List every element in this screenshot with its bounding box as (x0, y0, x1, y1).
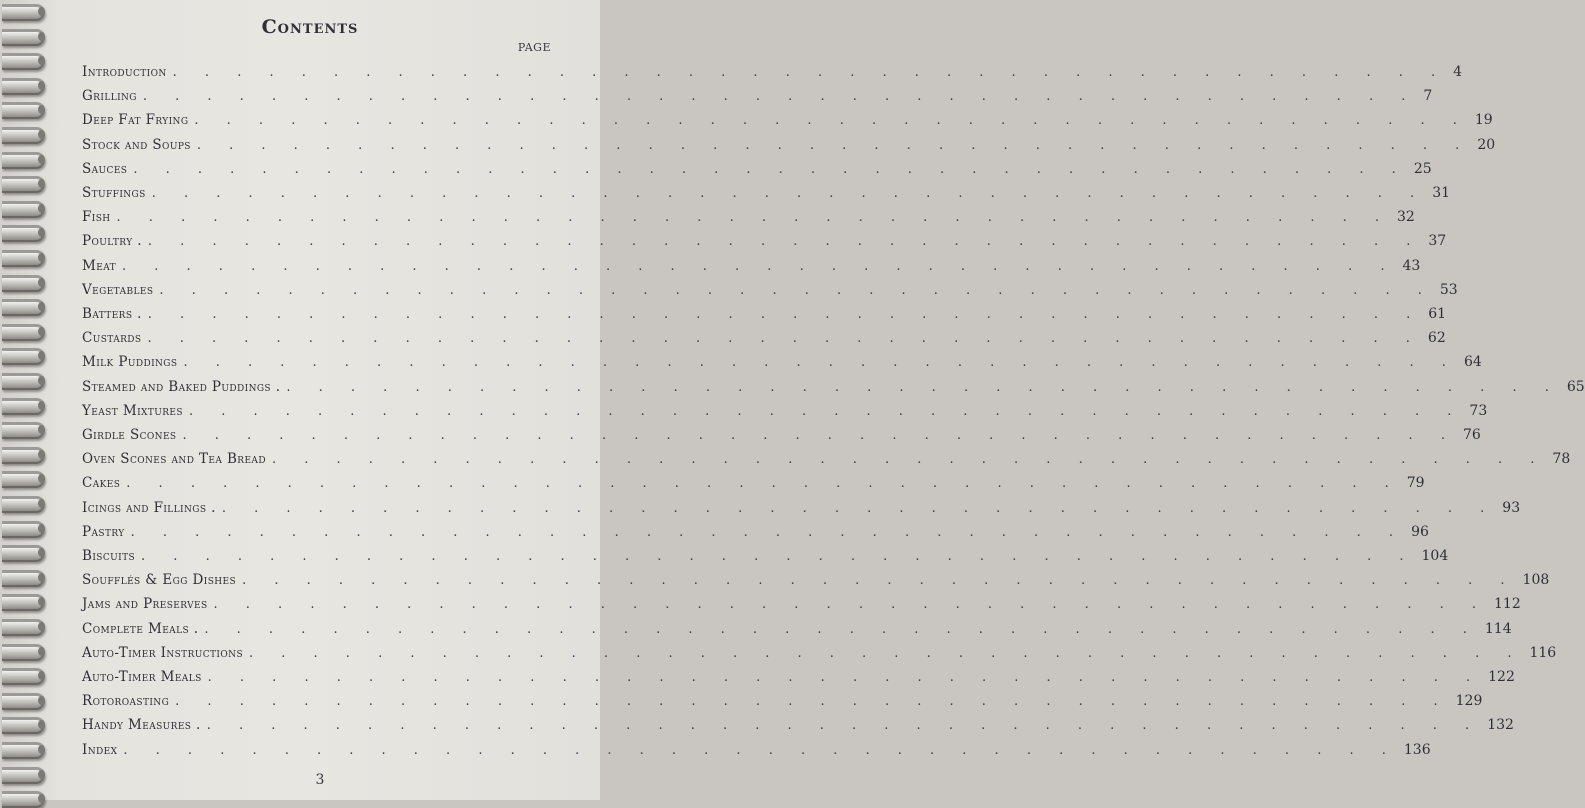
toc-entry-title: Deep Fat Frying (82, 112, 189, 129)
binding-hole (38, 622, 45, 631)
dot-leader: . . . . . . . . . . . . . . . . . . . . . . . . . . . . . . . . . . . . . . . . (221, 500, 1497, 516)
toc-entry (82, 131, 1496, 153)
toc-entry-title: Icings and Fillings . (82, 499, 216, 516)
toc-entry-page: 25 (1413, 160, 1432, 177)
toc-entry (82, 736, 1431, 758)
binding-hole (38, 130, 45, 139)
toc-entry-page: 136 (1403, 741, 1431, 758)
toc-entry-title: Oven Scones and Tea Bread (82, 451, 266, 468)
toc-entry-page: 37 (1428, 233, 1447, 250)
toc-entry-title: Batters . (82, 306, 142, 322)
dot-leader: . . . . . . . . . . . . . . . . . . . . . . . . . . . . . . . . . . . . . . . . (142, 89, 1418, 105)
toc-entry (82, 663, 1515, 685)
dot-leader: . . . . . . . . . . . . . . . . . . . . . . . . . . . . . . . . . . . . . . . . (271, 452, 1547, 468)
binding-hole (38, 647, 45, 656)
toc-entry-title: Handy Measures . (82, 717, 201, 734)
toc-entry-page: 122 (1488, 669, 1515, 685)
toc-entry-page: 76 (1462, 427, 1481, 443)
dot-leader: . . . . . . . . . . . . . . . . . . . . . . . . . . . . . . . . . . . . . . . . (182, 428, 1457, 443)
toc-entry-page: 53 (1439, 281, 1458, 298)
toc-entry (82, 106, 1493, 129)
toc-entry (82, 494, 1521, 516)
dot-leader: . . . . . . . . . . . . . . . . . . . . . . . . . . . . . . . . . . . . . . . . (207, 670, 1483, 685)
toc-entry-page: 32 (1397, 209, 1415, 226)
dot-leader: . . . . . . . . . . . . . . . . . . . . . . . . . . . . . . . . . . . . . . . . (286, 379, 1561, 395)
binding-hole (38, 204, 45, 213)
toc-entry-title: Introduction (82, 64, 167, 80)
toc-entry-page: 20 (1477, 136, 1496, 153)
dot-leader: . . . . . . . . . . . . . . . . . . . . . . . . . . . . . . . . . . . . . . . . (126, 476, 1401, 492)
dot-leader: . . . . . . . . . . . . . . . . . . . . . . . . . . . . . . . . . . . . . . . . (242, 573, 1517, 589)
dot-leader: . . . . . . . . . . . . . . . . . . . . . . . . . . . . . . . . . . . . . . . . (175, 694, 1450, 710)
dot-leader: . . . . . . . . . . . . . . . . . . . . . . . . . . . . . . . . . . . . . . . . (183, 355, 1458, 371)
toc-entry (82, 82, 1433, 105)
toc-entry-page: 96 (1411, 523, 1429, 540)
toc-entry (82, 324, 1446, 347)
dot-leader: . . . . . . . . . . . . . . . . . . . . . . . . . . . . . . . . . . . . . . . . (130, 524, 1406, 540)
dot-leader: . . . . . . . . . . . . . . . . . . . . . . . . . . . . . . . . . . . . . . . . (116, 210, 1392, 226)
toc-entry-title: Jams and Preserves (82, 596, 208, 613)
toc-entry-title: Cakes (82, 475, 121, 492)
toc-entry-page: 62 (1427, 330, 1446, 347)
toc-entry (82, 179, 1451, 201)
toc-entry-title: Milk Puddings (82, 354, 178, 371)
binding-hole (38, 696, 45, 705)
toc-entry-page: 112 (1494, 596, 1521, 613)
toc-entry-page: 64 (1463, 354, 1482, 371)
toc-entry (82, 276, 1458, 298)
dot-leader: . . . . . . . . . . . . . . . . . . . . . . . . . . . . . . . . . . . . . . . . (172, 65, 1448, 80)
toc-entry-page: 79 (1406, 475, 1425, 492)
toc-entry-page: 114 (1484, 620, 1512, 637)
toc-entry (82, 615, 1512, 637)
binding-hole (38, 155, 45, 164)
toc-entry-title: Biscuits (82, 548, 136, 564)
dot-leader: . . . . . . . . . . . . . . . . . . . . . . . . . . . . . . . . . . . . . . . . (141, 549, 1416, 564)
binding-hole (38, 770, 45, 779)
toc-entry-title: Auto-Timer Instructions (82, 644, 244, 661)
toc-entry (82, 542, 1449, 564)
toc-entry-title: Poultry . (82, 233, 142, 250)
toc-entry-title: Custards (82, 330, 142, 347)
binding-hole (38, 524, 45, 533)
toc-entry-page: 7 (1423, 88, 1433, 105)
toc-entry-page: 31 (1432, 185, 1451, 201)
dot-leader: . . . . . . . . . . . . . . . . . . . . . . . . . . . . . . . . . . . . . . . . (159, 282, 1434, 298)
toc-entry-page: 93 (1502, 499, 1521, 516)
toc-entry (82, 373, 1585, 395)
binding-hole (38, 253, 45, 262)
toc-entry-title: Grilling (82, 88, 137, 105)
toc-entry (82, 518, 1429, 540)
toc-entry-page: 129 (1455, 693, 1483, 710)
toc-entry-page: 65 (1566, 378, 1585, 395)
toc-entry-page: 78 (1552, 451, 1571, 468)
toc-entry-page: 108 (1522, 572, 1550, 589)
binding-hole (38, 401, 45, 410)
page-number: 3 (315, 772, 325, 788)
toc-entry (82, 421, 1481, 443)
toc-entry-title: Rotoroasting (82, 693, 170, 710)
toc-entry-title: Pastry (82, 523, 125, 540)
toc-entry-page: 116 (1529, 644, 1557, 661)
toc-entry (82, 397, 1488, 419)
toc-entry-title: Auto-Timer Meals (82, 669, 202, 685)
toc-entry-page: 43 (1402, 257, 1421, 274)
page-column-label: PAGE (517, 41, 551, 54)
binding-hole (38, 81, 45, 90)
toc-entry (82, 566, 1550, 589)
dot-leader: . . . . . . . . . . . . . . . . . . . . . . . . . . . . . . . . . . . . . . . . (151, 186, 1427, 201)
toc-entry-title: Stock and Soups (82, 136, 191, 153)
dot-leader: . . . . . . . . . . . . . . . . . . . . . . . . . . . . . . . . . . . . . . . . (147, 234, 1423, 250)
toc-entry-title: Yeast Mixtures (82, 402, 183, 419)
toc-entry-title: Index (82, 741, 118, 758)
binding-hole (38, 376, 45, 385)
dot-leader: . . . . . . . . . . . . . . . . . . . . . . . . . . . . . . . . . . . . . . . . (204, 621, 1479, 637)
dot-leader: . . . . . . . . . . . . . . . . . . . . . . . . . . . . . . . . . . . . . . . . (249, 645, 1524, 661)
dot-leader: . . . . . . . . . . . . . . . . . . . . . . . . . . . . . . . . . . . . . . . . (147, 331, 1422, 347)
binding-hole (38, 573, 45, 582)
toc-entry (82, 590, 1521, 613)
table-of-contents (82, 0, 1585, 800)
dot-leader: . . . . . . . . . . . . . . . . . . . . . . . . . . . . . . . . . . . . . . . . (188, 403, 1464, 419)
toc-entry (82, 348, 1482, 371)
dot-leader: . . . . . . . . . . . . . . . . . . . . . . . . . . . . . . . . . . . . . . . . (213, 597, 1488, 613)
binding-hole (38, 450, 45, 459)
toc-entry-page: 61 (1428, 306, 1447, 322)
toc-entry (82, 639, 1557, 661)
binding-hole (38, 278, 45, 287)
toc-entry-title: Meat (82, 257, 117, 274)
toc-entry (82, 711, 1514, 734)
dot-leader: . . . . . . . . . . . . . . . . . . . . . . . . . . . . . . . . . . . . . . . . (196, 137, 1472, 153)
dot-leader: . . . . . . . . . . . . . . . . . . . . . . . . . . . . . . . . . . . . . . . . (194, 113, 1469, 129)
toc-entry (82, 445, 1571, 468)
binding-hole (38, 327, 45, 336)
toc-entry (82, 300, 1447, 322)
toc-entry (82, 203, 1415, 226)
toc-entry (82, 687, 1483, 710)
binding-hole (38, 745, 45, 754)
spiral-binding (0, 0, 46, 800)
toc-entry-title: Sauces (82, 160, 128, 177)
binding-hole (38, 7, 45, 16)
toc-entry-page: 104 (1421, 548, 1449, 564)
dot-leader: . . . . . . . . . . . . . . . . . . . . . . . . . . . . . . . . . . . . . . . . (122, 258, 1397, 274)
toc-entry (82, 155, 1432, 177)
page-title: Contents (261, 16, 359, 38)
binding-hole (38, 499, 45, 508)
toc-entry (82, 252, 1421, 274)
binding-hole (38, 32, 45, 41)
toc-entry-title: Fish (82, 209, 111, 226)
toc-entry (82, 58, 1463, 80)
dot-leader: . . . . . . . . . . . . . . . . . . . . . . . . . . . . . . . . . . . . . . . . (123, 742, 1398, 758)
toc-entry-page: 73 (1469, 402, 1488, 419)
toc-entry (82, 469, 1425, 492)
dot-leader: . . . . . . . . . . . . . . . . . . . . . . . . . . . . . . . . . . . . . . . . (206, 718, 1482, 734)
dot-leader: . . . . . . . . . . . . . . . . . . . . . . . . . . . . . . . . . . . . . . . . (133, 161, 1408, 177)
toc-entry-page: 19 (1474, 112, 1493, 129)
toc-entry-title: Vegetables (82, 281, 154, 298)
toc-entry-title: Soufflés & Egg Dishes (82, 572, 237, 589)
toc-entry-title: Complete Meals . (82, 620, 199, 637)
toc-entry-title: Stuffings (82, 185, 146, 201)
toc-entry (82, 227, 1447, 250)
toc-entry-title: Girdle Scones (82, 427, 177, 443)
toc-entry-page: 132 (1487, 717, 1514, 734)
dot-leader: . . . . . . . . . . . . . . . . . . . . . . . . . . . . . . . . . . . . . . . . (147, 307, 1423, 322)
toc-entry-page: 4 (1453, 64, 1463, 80)
toc-entry-title: Steamed and Baked Puddings . (82, 378, 281, 395)
